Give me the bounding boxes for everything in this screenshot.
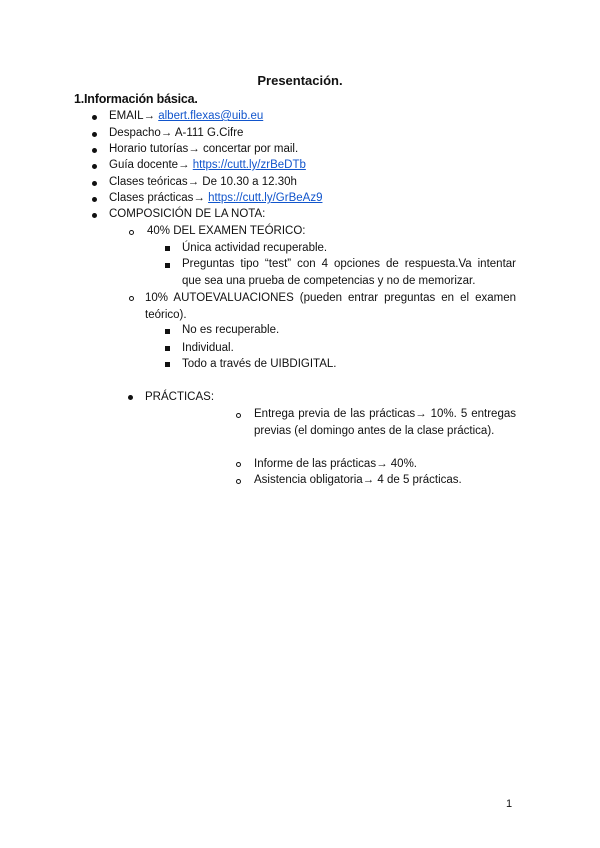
practicas-sub2-text: Informe de las prácticas→ 40%. xyxy=(254,458,417,470)
examen-sub2-text: Preguntas tipo “test” con 4 opciones de respuesta.Va intentar que sea una prueba de competencias y no de memorizar. xyxy=(182,258,516,287)
practicas-link[interactable]: https://cutt.ly/GrBeAz9 xyxy=(208,192,323,204)
guia-label: Guía docente→ xyxy=(109,159,193,171)
bullet-dot-icon xyxy=(92,132,97,137)
bullet-dot-icon xyxy=(128,395,133,400)
page-number: 1 xyxy=(506,798,513,810)
horario-text: Horario tutorías→ concertar por mail. xyxy=(109,143,299,155)
bullet-dot-icon xyxy=(92,181,97,186)
bullet-square-icon xyxy=(165,362,170,367)
bullet-circle-icon xyxy=(236,413,241,418)
composicion-text: COMPOSICIÓN DE LA NOTA: xyxy=(109,208,266,220)
autoeval-sub2-text: Individual. xyxy=(182,342,234,354)
practicas-sub1-text: Entrega previa de las prácticas→ 10%. 5 entregas previas (el domingo antes de la clase práctica). xyxy=(254,408,516,437)
bullet-dot-icon xyxy=(92,197,97,202)
practicas-section-label: PRÁCTICAS: xyxy=(145,391,215,403)
bullet-circle-icon xyxy=(236,462,241,467)
practicas-sub3-text: Asistencia obligatoria→ 4 de 5 prácticas. xyxy=(254,474,462,486)
bullet-square-icon xyxy=(165,329,170,334)
practicas-label: Clases prácticas→ xyxy=(109,192,209,204)
autoeval-sub1-text: No es recuperable. xyxy=(182,324,280,336)
despacho-text: Despacho→ A-111 G.Cifre xyxy=(109,127,244,139)
bullet-circle-icon xyxy=(236,479,241,484)
bullet-dot-icon xyxy=(92,148,97,153)
email-label: EMAIL→ xyxy=(109,110,159,122)
guia-link[interactable]: https://cutt.ly/zrBeDTb xyxy=(192,159,306,171)
bullet-circle-icon xyxy=(129,296,134,301)
email-link[interactable]: albert.flexas@uib.eu xyxy=(158,110,264,122)
bullet-square-icon xyxy=(165,263,170,268)
autoeval-sub3-text: Todo a través de UIBDIGITAL. xyxy=(182,358,337,370)
page-title: Presentación. xyxy=(257,73,343,88)
examen-sub1-text: Única actividad recuperable. xyxy=(182,242,328,254)
section-heading: 1.Información básica. xyxy=(74,92,198,106)
bullet-dot-icon xyxy=(92,115,97,120)
bullet-dot-icon xyxy=(92,164,97,169)
autoeval-label: 10% AUTOEVALUACIONES (pueden entrar preguntas en el examen teórico). xyxy=(145,292,516,321)
bullet-square-icon xyxy=(165,246,170,251)
bullet-square-icon xyxy=(165,346,170,351)
bullet-circle-icon xyxy=(129,230,134,235)
bullet-dot-icon xyxy=(92,213,97,218)
examen-label: 40% DEL EXAMEN TEÓRICO: xyxy=(147,225,306,237)
teoricas-text: Clases teóricas→ De 10.30 a 12.30h xyxy=(109,176,297,188)
